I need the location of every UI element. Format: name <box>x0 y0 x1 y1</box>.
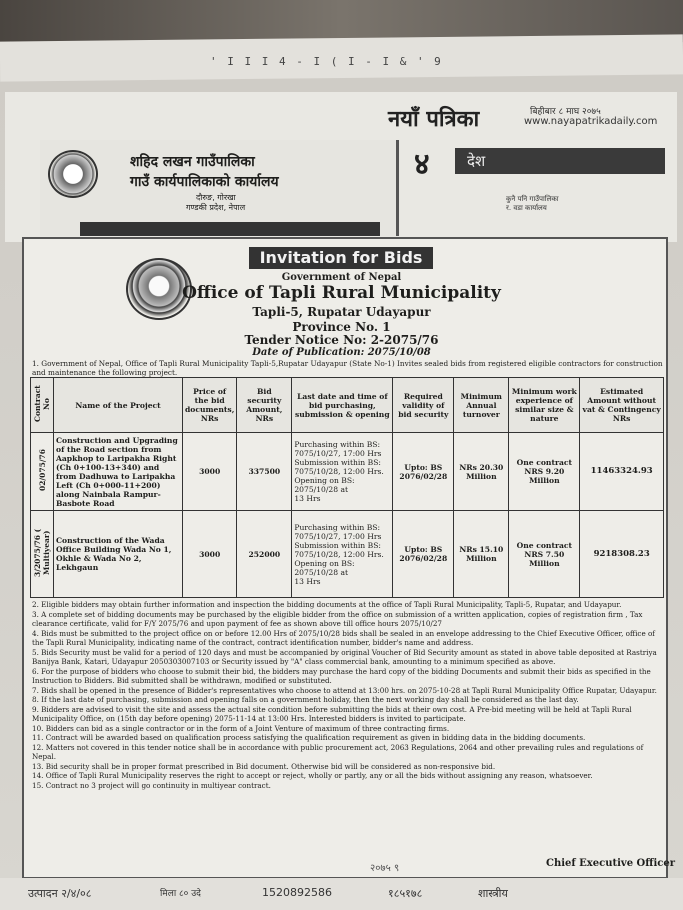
office-address: Tapli-5, Rupatar Udayapur <box>252 305 431 319</box>
signatory: Chief Executive Officer <box>546 858 675 869</box>
bottom-paper <box>0 878 683 910</box>
header-validity: Required validity of bid security <box>393 378 454 433</box>
clause: 10. Bidders can bid as a single contractor or in the form of a Joint Venture of maximum of three contracting firms. <box>32 723 450 733</box>
newspaper-date: बिहीबार ८ माघ २०७५ <box>530 107 601 117</box>
intro-paragraph: 1. Government of Nepal, Office of Tapli Rural Municipality Tapli-5,Rupatar Udayapur (State No-1) Invites sealed bids from registered eligible contractors for construction and maintenance the following project. <box>32 359 663 377</box>
header-last-date: Last date and time of bid purchasing, submission & opening <box>292 378 393 433</box>
page-number: ४ <box>414 147 430 182</box>
table-row <box>31 433 664 511</box>
cell-dates: Purchasing within BS: 7075/10/27, 17:00 Hrs Submission within BS: 7075/10/28, 12:00 Hrs. Opening on BS: 2075/10/28 at 13 Hrs <box>292 433 393 511</box>
newspaper-url: www.nayapatrikadaily.com <box>524 116 658 127</box>
clause: 7. Bids shall be opened in the presence of Bidder's representatives who choose to attend at 13:00 hrs. on 2075-10-28 at Tapli Rural Municipality Office Rupatar, Udayapur. <box>32 685 657 695</box>
clause: 2. Eligible bidders may obtain further information and inspection the bidding documents at the office of Tapli Rural Municipality, Tapli-5, Rupatar, and Udayapur. <box>32 600 622 609</box>
handwritten-note: १८५१७८ <box>388 887 423 900</box>
cell-price: 3000 <box>183 511 237 598</box>
clause: 4. Bids must be submitted to the project office on or before 12.00 Hrs of 2075/10/28 bids shall be sealed in an envelope addressing to the Chief Executive Officer, office of the Tapli Rural Municipality, indicating name of the contract, contract identification number, bidder's name and address. <box>32 628 655 647</box>
header-price: Price of the bid documents, NRs <box>183 378 237 433</box>
cell-experience: One contract NRS 7.50 Million <box>509 511 580 598</box>
header-experience: Minimum work experience of similar size & nature <box>509 378 580 433</box>
small-notice-line2: गाउँ कार्यपालिकाको कार्यालय <box>130 174 279 190</box>
cell-estimated: 11463324.93 <box>580 433 664 511</box>
side-note-2: र. वडा कार्यालय <box>506 204 547 212</box>
clause: 6. For the purpose of bidders who choose to submit their bid, the bidders may purchase the hard copy of the bidding Documents and submit their bids as specified in the Instruction to Bidders. Bid submitted shall be withdrawn, modified or substituted. <box>32 666 651 685</box>
header-project: Name of the Project <box>54 378 183 433</box>
clause: 13. Bid security shall be in proper format prescribed in Bid document. Otherwise bid will be considered as non-responsive bid. <box>32 761 496 771</box>
clause: 15. Contract no 3 project will go continuity in multiyear contract. <box>32 780 271 790</box>
handwritten-note: मिला ८० उदे <box>160 889 201 899</box>
government-line: Government of Nepal <box>281 272 402 283</box>
cell-contract-no: 02/075/76 <box>31 433 54 511</box>
nepal-emblem-icon <box>48 150 98 198</box>
ruler-marks: ' I I I 4 - I ( I - I & ' 9 <box>210 55 443 68</box>
handwritten-note: शास्त्रीय <box>478 887 508 900</box>
cell-estimated: 9218308.23 <box>580 511 664 598</box>
province: Province No. 1 <box>292 320 391 334</box>
clause: 8. If the last date of purchasing, submission and opening falls on a government holiday, then the next working day shall be considered as the last day. <box>32 695 579 704</box>
small-notice-line1: शहिद लखन गाउँपालिका <box>130 154 255 170</box>
office-name: Office of Tapli Rural Municipality <box>182 283 501 303</box>
cell-security: 252000 <box>237 511 292 598</box>
notice-title: Invitation for Bids <box>249 247 433 269</box>
cell-validity: Upto: BS 2076/02/28 <box>393 433 454 511</box>
header-turnover: Minimum Annual turnover <box>454 378 509 433</box>
header-estimated: Estimated Amount without vat & Contingency NRs <box>580 378 664 433</box>
bid-table <box>30 377 664 598</box>
table-row <box>31 511 664 598</box>
newspaper-masthead: नयाँ पत्रिका <box>388 107 480 132</box>
clause: 3. A complete set of bidding documents may be purchased by the eligible bidder from the office on submission of a written application, copies of registration firm , Tax clearance certificate, valid for F/Y 2075/76 and upon payment of fee as shown above till office hours 2075/10/27 <box>32 609 643 628</box>
cell-contract-no: 3/2075/76 ( Multiyear) <box>31 511 54 598</box>
clause: 12. Matters not covered in this tender notice shall be in accordance with public procurement act, 2063 Regulations, 2064 and other prevailing rules and regulations of Nepal. <box>32 742 644 761</box>
side-note: कुनै पनि गाउँपालिका <box>506 195 559 203</box>
cell-security: 337500 <box>237 433 292 511</box>
cell-price: 3000 <box>183 433 237 511</box>
clause-list <box>32 600 668 790</box>
cell-turnover: NRs 20.30 Million <box>454 433 509 511</box>
cell-turnover: NRs 15.10 Million <box>454 511 509 598</box>
cell-project: Construction of the Wada Office Building Wada No 1, Okhle & Wada No 2, Lekhgaun <box>54 511 183 598</box>
cell-experience: One contract NRS 9.20 Million <box>509 433 580 511</box>
section-badge: देश <box>455 148 665 174</box>
header-security: Bid security Amount, NRs <box>237 378 292 433</box>
cell-validity: Upto: BS 2076/02/28 <box>393 511 454 598</box>
header-contract-no: Contract No <box>31 378 54 433</box>
cell-project: Construction and Upgrading of the Road section from Aapkhop to Laripakha Right (Ch 0+100-13+340) and from Dadhuwa to Laripakha Left (Ch 0+000-11+200) along Nainbala Rampur-Basbote Road <box>54 433 183 511</box>
clause: 9. Bidders are advised to visit the site and assess the actual site condition before submitting the bids at their own cost. A Pre-bid meeting will be held at Tapli Rural Municipality Office, on (15th day before opening) 2075-11-14 at 13:00 Hrs. Interested bidders is invited to participate. <box>32 704 632 723</box>
small-notice-line3: दौरुङ, गोरखा <box>196 193 236 202</box>
small-notice-bar <box>80 222 380 236</box>
handwritten-note: उत्पादन २/४/०८ <box>28 887 92 900</box>
clause: 14. Office of Tapli Rural Municipality reserves the right to accept or reject, wholly or partly, any or all the bids without assigning any reason, whatsoever. <box>32 771 593 780</box>
small-notice-line4: गण्डकी प्रदेश, नेपाल <box>186 203 246 212</box>
clause: 5. Bids Security must be valid for a period of 120 days and must be accompanied by original Voucher of Bid Security amount as stated in above table deposited at Rastriya Banijya Bank, Katari, Udayapur 2050303007103 or Security issued by "A" class commercial bank, amounting to a minimum specified as above. <box>32 647 657 666</box>
publication-date: Date of Publication: 2075/10/08 <box>252 347 431 358</box>
clause: 11. Contract will be awarded based on qualification process satisfying the qualification requirement as given in bidding data in the bidding documents. <box>32 733 586 742</box>
cell-dates: Purchasing within BS: 7075/10/27, 17:00 Hrs Submission within BS: 7075/10/28, 12:00 Hrs. Opening on BS: 2075/10/28 at 13 Hrs <box>292 511 393 598</box>
bottom-stamp: २०७५ ९ <box>370 863 400 874</box>
handwritten-note: 1520892586 <box>262 886 332 899</box>
tender-number: Tender Notice No: 2-2075/76 <box>244 333 439 347</box>
